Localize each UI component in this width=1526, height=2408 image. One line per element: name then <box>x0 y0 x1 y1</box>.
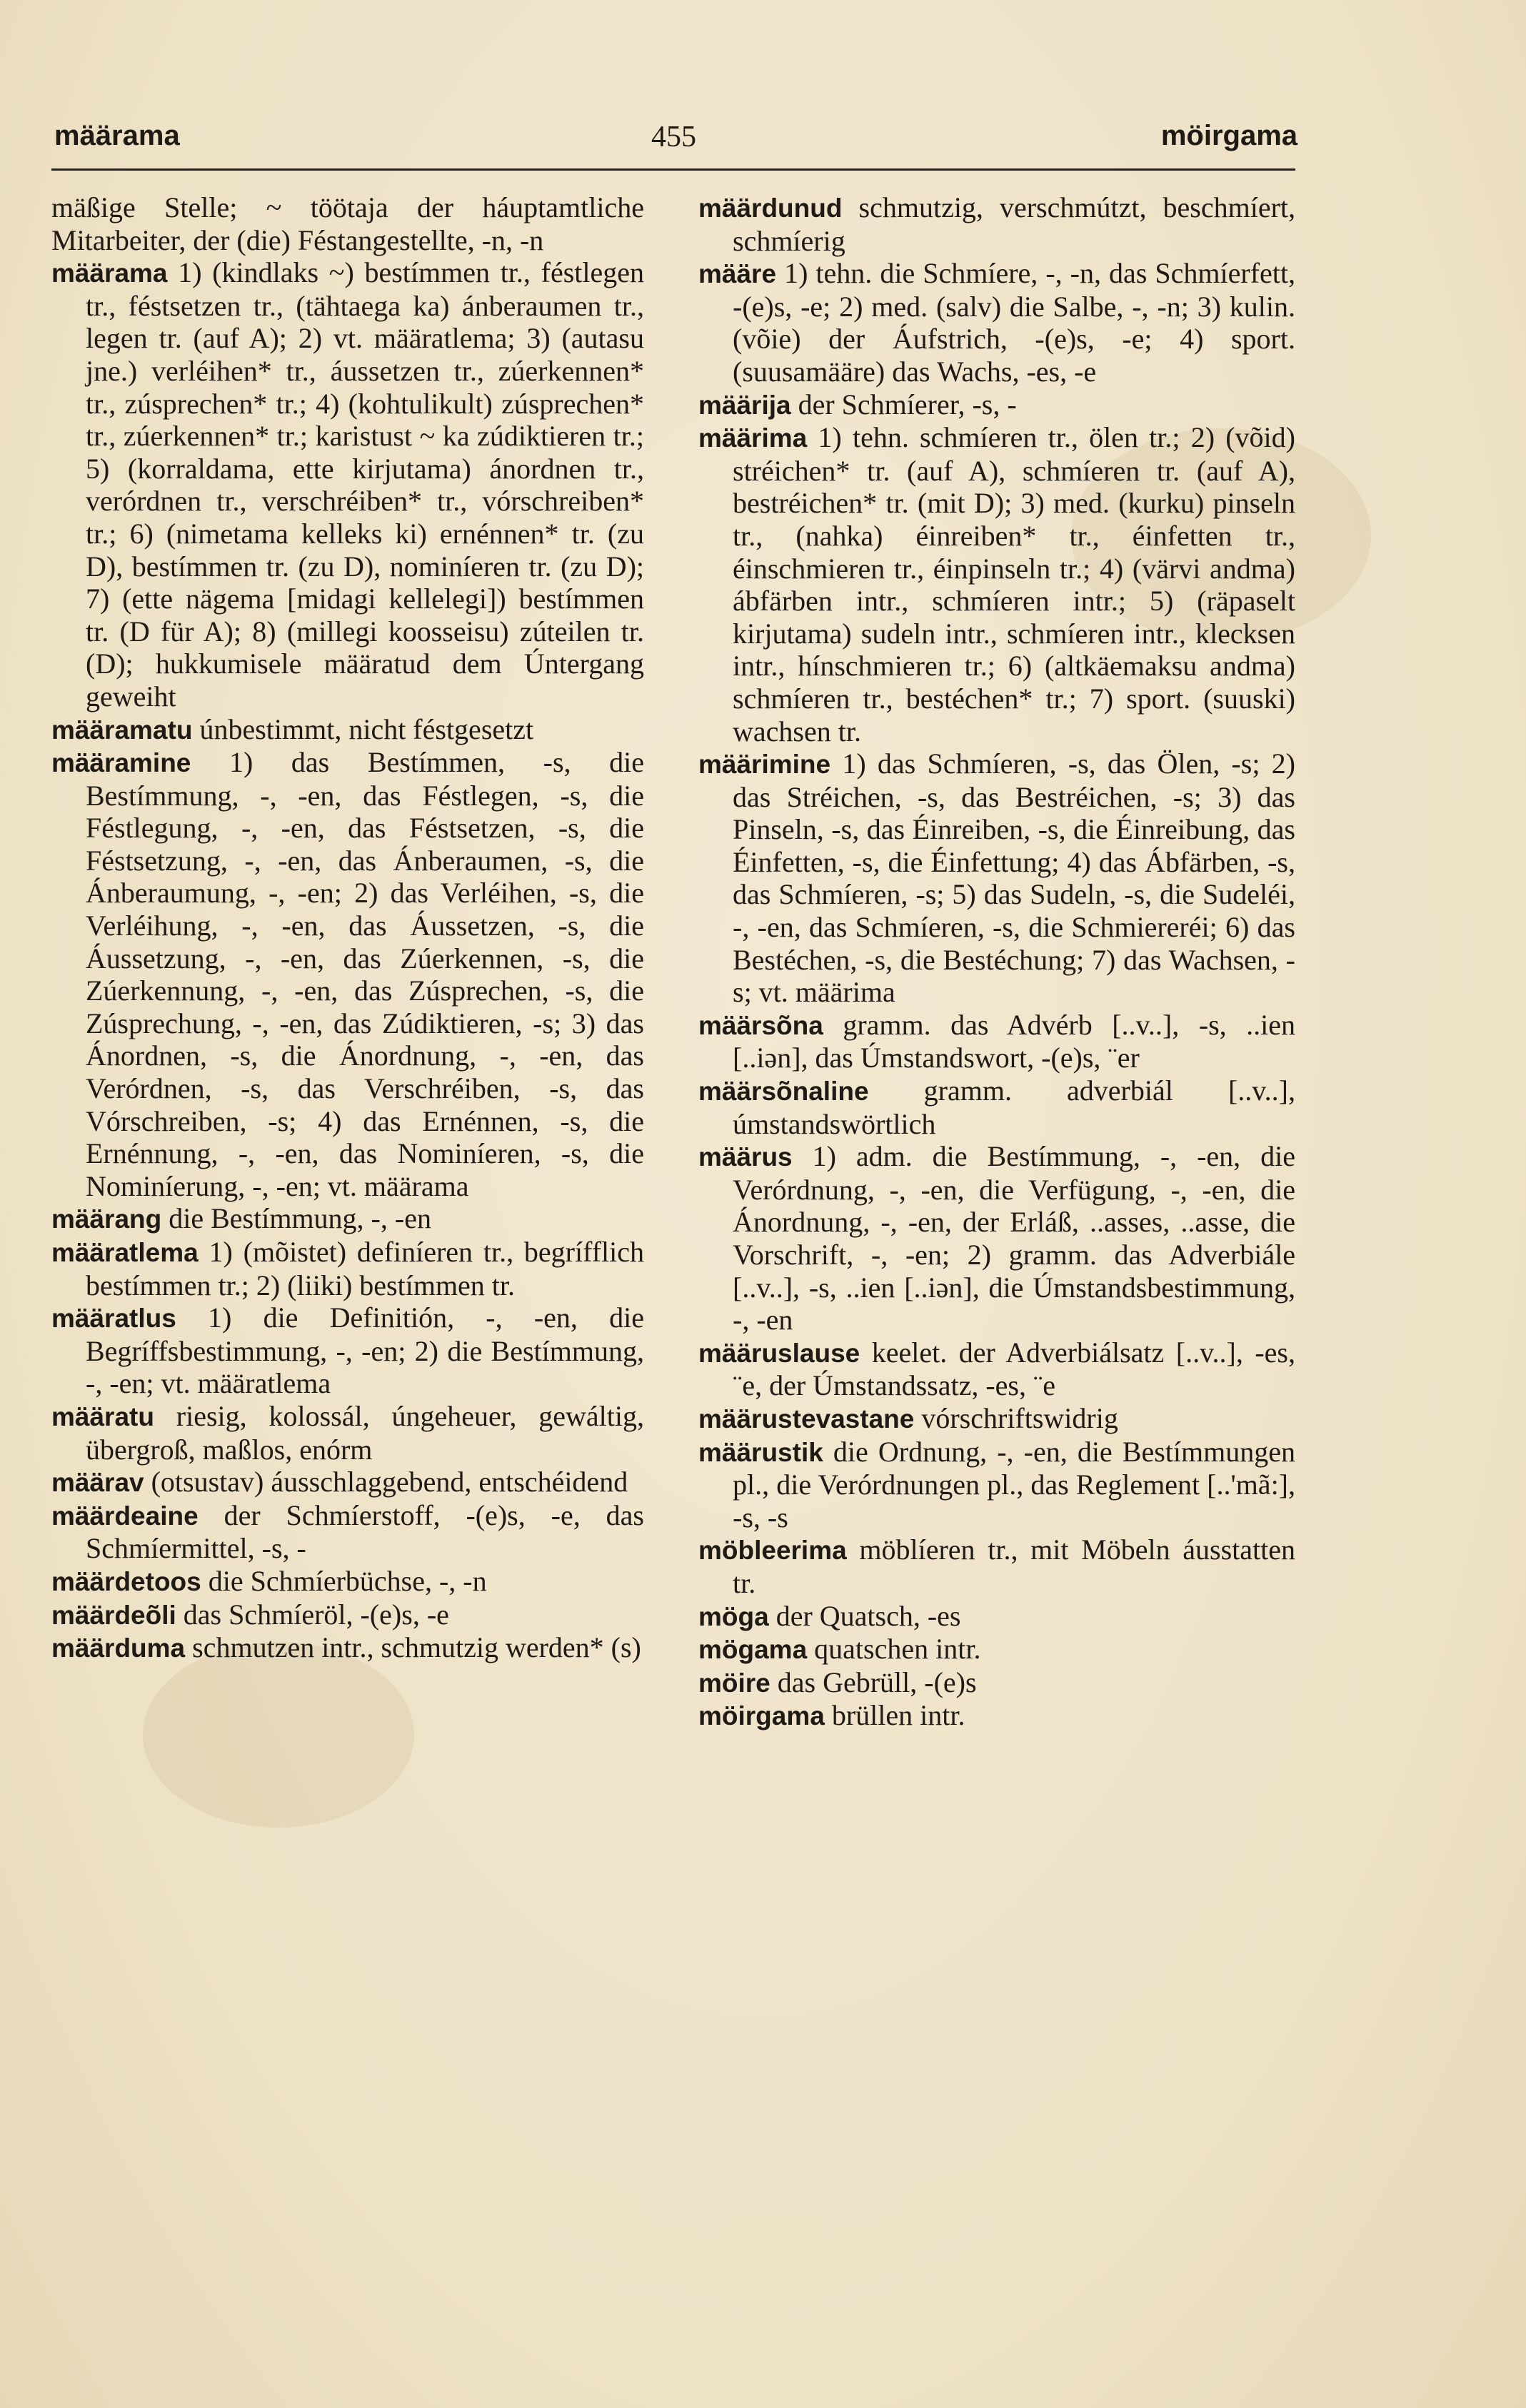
entry-definition: gramm. adverbiál [..v..], úmstandswörtlich <box>733 1074 1295 1140</box>
entry-headword: määrduma <box>51 1633 186 1663</box>
dictionary-entry <box>698 1336 1295 1402</box>
entry-definition: 1) tehn. die Schmíere, -, -n, das Schmíerfett, -(e)s, -e; 2) med. (salv) die Salbe, -, -n; 3) kulin. (võie) der Áufstrich, -(e)s, -e; 4) sport. (suusamääre) das Wachs, -es, -e <box>733 257 1295 388</box>
dictionary-entry <box>698 257 1295 388</box>
entry-definition: 1) das Schmíeren, -s, das Ölen, -s; 2) das Stréichen, -s, das Bestréichen, -s; 3) das Pinseln, -s, das Éinreiben, -s, die Éinreibung, das Éinfetten, -s, die Éinfettung; 4) das Ábfärben, -s, das Schmíeren, -s; 5) das Sudeln, -s, die Sudeléi, -, -en, das Schmíeren, -s, die Schmiereréi; 6) das Bestéchen, -s, die Bestéchung; 7) das Wachsen, -s; vt. määrima <box>733 747 1295 1009</box>
entry-headword: mögama <box>698 1635 808 1665</box>
dictionary-entry <box>51 256 644 712</box>
dictionary-entry <box>698 747 1295 1009</box>
entry-headword: määratu <box>51 1401 154 1431</box>
entry-definition: brüllen intr. <box>824 1699 965 1732</box>
entry-definition: vórschriftswidrig <box>914 1401 1118 1434</box>
dictionary-entry <box>51 1565 644 1598</box>
dictionary-entry <box>698 421 1295 747</box>
entry-definition: möblíeren tr., mit Möbeln áusstatten tr. <box>733 1533 1295 1599</box>
header-right-guideword: möirgama <box>1160 120 1297 151</box>
entry-headword: määrimine <box>698 750 831 780</box>
entry-definition: 1) das Bestímmen, -s, die Bestímmung, -, -en, das Féstlegen, -s, die Féstlegung, -, -en, das Féstsetzen, -s, die Féstsetzung, -, -en, das Ánberaumen, -s, die Ánberaumung, -, -en; 2) das Verléihen, -s, die Verléihung, -, -en, das Áussetzen, -s, die Áussetzung, -, -en, das Zúerkennen, -s, die Zúerkennung, -, -en, das Zúsprechen, -s, die Zúsprechung, -, -en, das Zúdiktieren, -s; 3) das Ánordnen, -s, die Ánordnung, -, -en, das Verórdnen, -s, das Verschréiben, -s, das Vórschreiben, -s; 4) das Ernénnen, -s, die Ernénnung, -, -en, das Nominíeren, -s, die Nominíerung, -, -en; vt. määrama <box>86 746 644 1202</box>
entry-headword: määrima <box>698 423 808 453</box>
entry-definition: 1) adm. die Bestímmung, -, -en, die Verórdnung, -, -en, die Verfügung, -, -en, die Ánordnung, -, -en, der Erláß, ..asses, ..asse, die Vorschrift, -, -en; 2) gramm. das Adverbiále [..v..], -s, ..ien [..iən], die Úmstandsbestimmung, -, -en <box>733 1140 1295 1336</box>
entry-headword: möga <box>698 1601 769 1631</box>
entry-definition: gramm. das Advérb [..v..], -s, ..ien [..iən], das Úmstandswort, -(e)s, ¨er <box>733 1008 1295 1074</box>
entry-headword: määrdunud <box>698 193 843 223</box>
entry-headword: määratlus <box>51 1304 176 1334</box>
dictionary-entry <box>698 388 1295 422</box>
entry-headword: möire <box>698 1668 770 1698</box>
entry-definition: únbestimmt, nicht féstgesetzt <box>192 712 534 745</box>
dictionary-entry <box>698 1533 1295 1599</box>
entry-definition: die Bestímmung, -, -en <box>161 1202 431 1235</box>
dictionary-entry <box>51 1202 644 1236</box>
entry-headword: möbleerima <box>698 1536 847 1566</box>
entry-definition: 1) (mõistet) definíeren tr., begrífflich bestímmen tr.; 2) (liiki) bestímmen tr. <box>86 1236 644 1301</box>
dictionary-entry <box>51 713 644 747</box>
entry-headword: möirgama <box>698 1701 825 1731</box>
entry-definition: der Quatsch, -es <box>768 1599 961 1632</box>
entry-definition: die Schmíerbüchse, -, -n <box>201 1564 487 1597</box>
dictionary-entry <box>51 1631 644 1665</box>
entry-definition: 1) tehn. schmíeren tr., ölen tr.; 2) (võid) stréichen* tr. (auf A), schmíeren tr. (auf A), bestréichen* tr. (mit D); 3) med. (kurku) pinseln tr., (nahka) éinreiben* tr., éinfetten tr., éinschmieren tr., éinpinseln tr.; 4) (värvi andma) ábfärben intr., schmíeren intr.; 5) (räpaselt kirjutama) sudeln intr., schmíeren intr., klecksen intr., hínschmieren tr.; 6) (altkäemaksu andma) schmíeren tr., bestéchen* tr.; 7) sport. (suuski) wachsen tr. <box>733 421 1295 747</box>
entry-definition: mäßige Stelle; ~ töötaja der háuptamtliche Mitarbeiter, der (die) Féstangestellte, -n, -n <box>51 191 644 256</box>
dictionary-entry <box>51 1466 644 1499</box>
entry-headword: määrdeõli <box>51 1600 176 1630</box>
header-rule <box>51 168 1295 171</box>
entry-headword: määrav <box>51 1468 144 1498</box>
dictionary-entry <box>51 746 644 1202</box>
dictionary-entry <box>51 1400 644 1466</box>
dictionary-entry <box>698 1009 1295 1074</box>
dictionary-entry <box>51 1499 644 1565</box>
entry-definition: riesig, kolossál, úngeheuer, gewáltig, übergroß, maßlos, enórm <box>86 1399 644 1466</box>
entry-headword: määrsõnaline <box>698 1077 869 1107</box>
dictionary-entry <box>698 1699 1295 1733</box>
entry-headword: määrang <box>51 1204 162 1234</box>
dictionary-entry <box>51 1301 644 1400</box>
dictionary-entry <box>698 1600 1295 1633</box>
page-header <box>0 120 1526 170</box>
entry-headword: määrdetoos <box>51 1566 201 1596</box>
dictionary-entry <box>698 1140 1295 1336</box>
entry-headword: määramatu <box>51 715 193 745</box>
dictionary-entry <box>51 1236 644 1301</box>
dictionary-entry <box>698 191 1295 257</box>
entry-headword: määratlema <box>51 1238 199 1267</box>
left-column <box>51 191 644 1665</box>
header-left-guideword: määrama <box>54 120 180 151</box>
entry-definition: quatschen intr. <box>807 1633 981 1666</box>
entry-definition: das Schmíeröl, -(e)s, -e <box>176 1598 449 1631</box>
entry-definition: der Schmíerstoff, -(e)s, -e, das Schmíermittel, -s, - <box>86 1498 644 1565</box>
entry-headword: määrama <box>51 258 168 288</box>
entry-definition: schmutzen intr., schmutzig werden* (s) <box>185 1631 641 1664</box>
dictionary-entry <box>51 191 644 256</box>
entry-headword: määramine <box>51 748 191 778</box>
entry-definition: das Gebrüll, -(e)s <box>770 1666 977 1698</box>
entry-headword: määrustik <box>698 1437 823 1467</box>
dictionary-entry <box>698 1074 1295 1140</box>
entry-headword: määrus <box>698 1142 793 1172</box>
entry-definition: 1) die Definitión, -, -en, die Begríffsbestimmung, -, -en; 2) die Bestímmung, -, -en; vt. määratlema <box>86 1301 644 1400</box>
entry-definition: 1) (kindlaks ~) bestímmen tr., féstlegen tr., féstsetzen tr., (tähtaega ka) ánberaumen tr., legen tr. (auf A); 2) vt. määratlema; 3) (autasu jne.) verléihen* tr., áussetzen tr., zúerkennen* tr., zúsprechen* tr.; 4) (kohtulikult) zúsprechen* tr., zúerkennen* tr.; karistust ~ ka zúdiktieren tr.; 5) (korraldama, ette kirjutama) ánordnen tr., verórdnen tr., verschréiben* tr., vórschreiben* tr.; 6) (nimetama kelleks ki) ernénnen* tr. (zu D), bestímmen tr. (zu D), nominíeren tr. (zu D); 7) (ette nägema [midagi kellelegi]) bestímmen tr. (D für A); 8) (millegi koosseisu) zúteilen tr. (D); hukkumisele määratud dem Úntergang geweiht <box>86 256 644 712</box>
dictionary-entry <box>51 1598 644 1632</box>
dictionary-entry <box>698 1402 1295 1436</box>
entry-headword: määruslause <box>698 1338 860 1368</box>
entry-definition: der Schmíerer, -s, - <box>790 388 1017 420</box>
dictionary-entry <box>698 1666 1295 1700</box>
entry-headword: määrsõna <box>698 1010 823 1040</box>
entry-definition: (otsustav) áusschlaggebend, entschéidend <box>144 1466 628 1498</box>
entry-definition: die Ordnung, -, -en, die Bestímmungen pl., die Verórdnungen pl., das Reglement [..'mã:], -s, -s <box>733 1435 1295 1533</box>
entry-headword: määrustevastane <box>698 1404 915 1434</box>
paper-stain <box>143 1642 414 1828</box>
entry-headword: määre <box>698 259 777 289</box>
right-column <box>698 191 1295 1733</box>
page-number: 455 <box>651 121 696 153</box>
entry-headword: määrdeaine <box>51 1501 199 1531</box>
dictionary-entry <box>698 1633 1295 1666</box>
entry-headword: määrija <box>698 390 791 420</box>
entry-definition: schmutzig, verschmútzt, beschmíert, schmíerig <box>733 191 1295 257</box>
dictionary-entry <box>698 1436 1295 1534</box>
entry-definition: keelet. der Adverbiálsatz [..v..], -es, ¨e, der Úmstandssatz, -es, ¨e <box>733 1336 1295 1402</box>
